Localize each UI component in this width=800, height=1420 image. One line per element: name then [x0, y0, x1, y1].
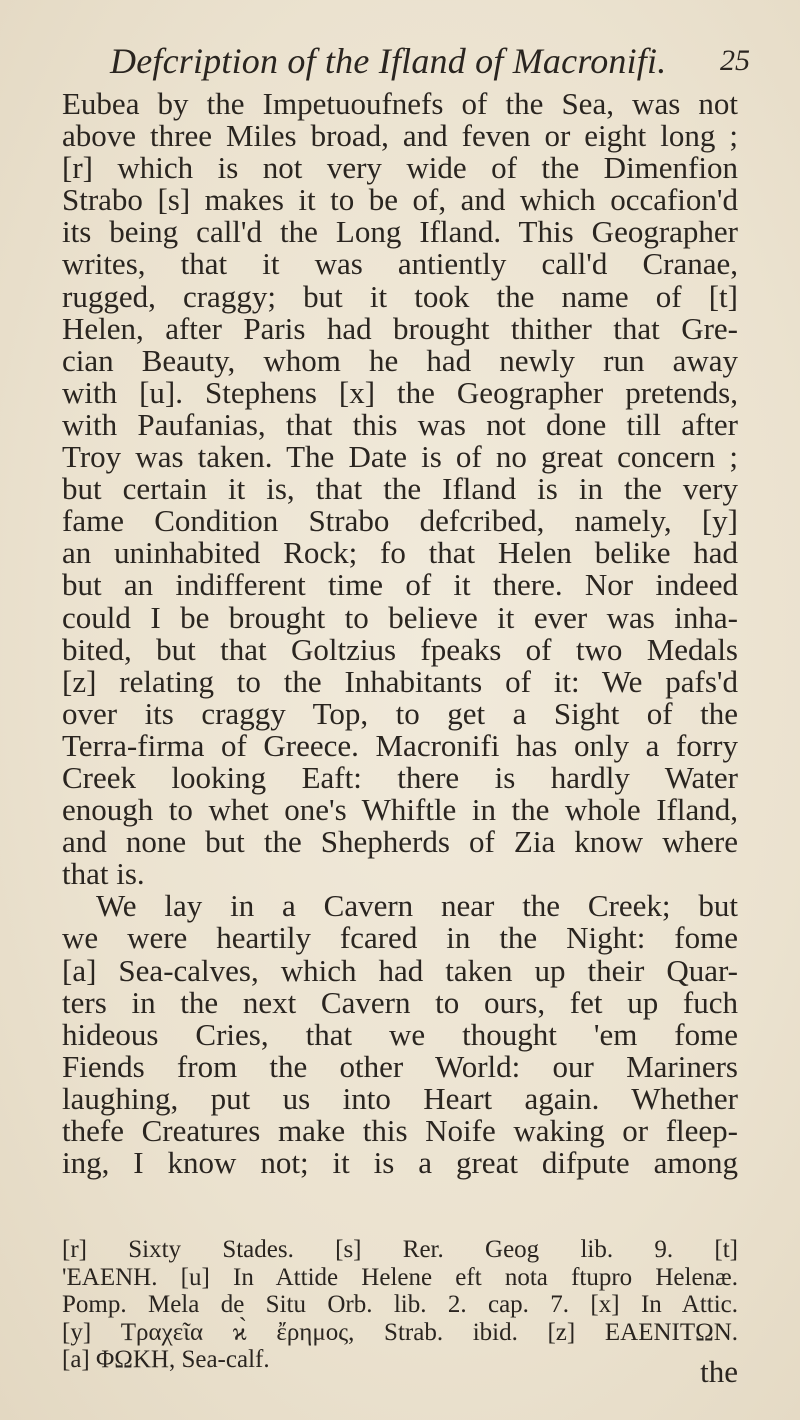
catchword: the	[700, 1354, 738, 1389]
text-line: an uninhabited Rock; fo that Helen belike had	[62, 535, 738, 571]
text-line: could I be brought to believe it ever was inha-	[62, 599, 738, 635]
text-line: We lay in a Cavern near the Creek; but	[96, 888, 738, 924]
text-line: Troy was taken. The Date is of no great concern ;	[62, 439, 738, 475]
text-line: Eubea by the Impetuoufnefs of the Sea, was not	[62, 86, 738, 121]
text-line: hideous Cries, that we thought 'em fome	[62, 1016, 738, 1052]
text-line: [a] Sea-calves, which had taken up their Quar-	[62, 952, 738, 988]
text-line: cian Beauty, whom he had newly run away	[62, 342, 738, 378]
text-line: laughing, put us into Heart again. Whether	[62, 1080, 738, 1116]
footnote-line: [y] Τραχεῖα ϰ̀ ἔρημος, Strab. ibid. [z] EAENITΩN.	[62, 1318, 738, 1346]
text-line: with Paufanias, that this was not done till after	[62, 406, 738, 442]
text-line: Terra-firma of Greece. Macronifi has only a forry	[62, 727, 738, 763]
text-line: over its craggy Top, to get a Sight of the	[62, 695, 738, 731]
text-line: Creek looking Eaft: there is hardly Water	[62, 759, 738, 795]
text-line: Strabo [s] makes it to be of, and which occafion'd	[62, 182, 738, 218]
text-line: we were heartily fcared in the Night: fome	[62, 920, 738, 956]
text-line: [r] which is not very wide of the Dimenfion	[62, 150, 738, 186]
page-number: 25	[720, 44, 750, 77]
footnote-line: 'EAENH. [u] In Attide Helene eft nota ftupro Helenæ.	[62, 1263, 738, 1291]
footnote-line: [r] Sixty Stades. [s] Rer. Geog lib. 9. [t]	[62, 1236, 738, 1263]
text-line: but certain it is, that the Ifland is in the very	[62, 471, 738, 507]
text-line: bited, but that Goltzius fpeaks of two Medals	[62, 631, 738, 667]
text-line: ing, I know not; it is a great difpute among	[62, 1145, 738, 1181]
text-line: [z] relating to the Inhabitants of it: We pafs'd	[62, 663, 738, 699]
running-title: Defcription of the Ifland of Macronifi.	[110, 41, 667, 81]
text-line: and none but the Shepherds of Zia know where	[62, 824, 738, 860]
text-line: enough to whet one's Whiftle in the whole Ifland,	[62, 792, 738, 828]
text-line: with [u]. Stephens [x] the Geographer pretends,	[62, 374, 738, 410]
footnote-line: Pomp. Mela de Situ Orb. lib. 2. cap. 7. [x] In Attic.	[62, 1291, 738, 1318]
text-line: ters in the next Cavern to ours, fet up fuch	[62, 984, 738, 1020]
footnote-line: [a] ΦΩΚΗ, Sea-calf.	[62, 1346, 270, 1373]
text-line: rugged, craggy; but it took the name of [t]	[62, 278, 738, 314]
text-line: Helen, after Paris had brought thither that Gre-	[62, 310, 738, 346]
footnotes	[62, 1236, 738, 1374]
text-line: fame Condition Strabo defcribed, namely, [y]	[62, 503, 738, 539]
text-line: above three Miles broad, and feven or eight long ;	[62, 118, 738, 154]
text-line: Fiends from the other World: our Mariners	[62, 1048, 738, 1084]
text-line: that is.	[62, 856, 145, 892]
text-line: writes, that it was antiently call'd Cranae,	[62, 246, 738, 282]
text-line: its being call'd the Long Ifland. This Geographer	[62, 214, 738, 250]
page-header	[110, 40, 750, 90]
text-line: thefe Creatures make this Noife waking or fleep-	[62, 1113, 738, 1148]
body-text	[62, 88, 738, 1179]
text-line: but an indifferent time of it there. Nor indeed	[62, 567, 738, 603]
